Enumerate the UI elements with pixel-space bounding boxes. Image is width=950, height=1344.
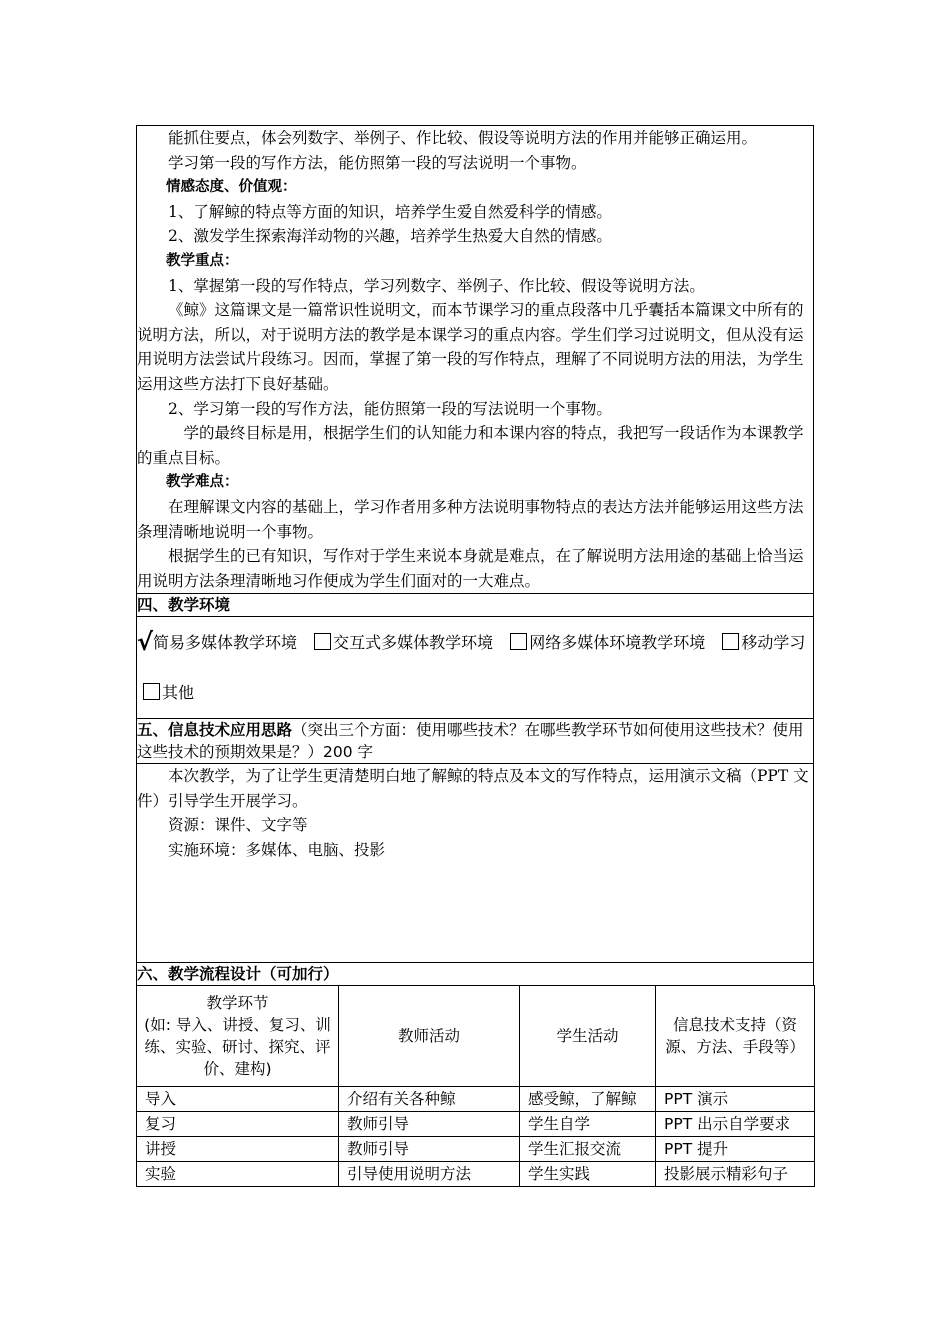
section5-header xyxy=(137,719,814,764)
environment-options xyxy=(137,617,814,719)
difficulty-paragraph: 在理解课文内容的基础上，学习作者用多种方法说明事物特点的表达方法并能够运用这些方法条理清晰地说明一个事物。 xyxy=(137,497,804,541)
tech-application-cell xyxy=(137,764,814,963)
env-option-mobile: 移动学习 xyxy=(741,633,806,653)
flow-header-student: 学生活动 xyxy=(520,985,656,1086)
flow-cell: 学生自学 xyxy=(520,1111,656,1136)
key-point-line: 1、掌握第一段的写作特点，学习列数字、举例子、作比较、假设等说明方法。 xyxy=(168,276,705,295)
table-row xyxy=(137,1086,815,1111)
key-point-paragraph: 《鲸》这篇课文是一篇常识性说明文，而本节课学习的重点段落中几乎囊括本篇课文中所有的说明方法，所以，对于说明方法的教学是本课学习的重点内容。学生们学习过说明文，但从没有运用说明方法尝试片段练习。因而，掌握了第一段的写作特点，理解了不同说明方法的用法，为学生运用这些方法打下良好基础。 xyxy=(137,301,804,393)
key-point-extra: 学的最终目标是用，根据学生们的认知能力和本课内容的特点，我把写一段话作为本课教学的重点目标。 xyxy=(137,424,804,467)
env-option-simple: 简易多媒体教学环境 xyxy=(153,633,298,653)
flow-cell: PPT 提升 xyxy=(656,1136,815,1161)
flow-cell: 引导使用说明方法 xyxy=(339,1161,520,1186)
checkmark-icon[interactable]: √ xyxy=(137,628,154,657)
flow-header-teacher: 教师活动 xyxy=(339,985,520,1086)
flow-cell: 投影展示精彩句子 xyxy=(656,1161,815,1186)
difficulty-heading: 教学难点： xyxy=(166,474,239,491)
section5-subtitle: （突出三个方面：使用哪些技术？在哪些教学环节如何使用这些技术？使用这些技术的预期效果是？）200 字 xyxy=(137,721,804,762)
table-row xyxy=(137,1161,815,1186)
flow-cell: PPT 出示自学要求 xyxy=(656,1111,815,1136)
objective-line: 学习第一段的写作方法，能仿照第一段的写法说明一个事物。 xyxy=(168,153,587,172)
checkbox-icon[interactable] xyxy=(722,633,739,650)
flow-cell: 教师引导 xyxy=(339,1111,520,1136)
emotion-heading: 情感态度、价值观： xyxy=(166,179,297,196)
flow-cell: 感受鲸，了解鲸 xyxy=(520,1086,656,1111)
lesson-plan-table xyxy=(136,125,814,986)
tech-line: 资源：课件、文字等 xyxy=(168,816,308,835)
checkbox-icon[interactable] xyxy=(510,633,527,650)
section5-title: 五、信息技术应用思路 xyxy=(137,721,293,740)
flow-cell: 教师引导 xyxy=(339,1136,520,1161)
section4-title: 四、教学环境 xyxy=(137,594,814,617)
env-option-network: 网络多媒体环境教学环境 xyxy=(529,633,706,653)
flow-table xyxy=(136,985,815,1187)
flow-cell: 复习 xyxy=(137,1111,339,1136)
flow-cell: 介绍有关各种鲸 xyxy=(339,1086,520,1111)
flow-cell: 学生汇报交流 xyxy=(520,1136,656,1161)
flow-cell: 导入 xyxy=(137,1086,339,1111)
flow-cell: 讲授 xyxy=(137,1136,339,1161)
checkbox-icon[interactable] xyxy=(314,633,331,650)
tech-line: 实施环境：多媒体、电脑、投影 xyxy=(168,841,386,860)
env-option-interactive: 交互式多媒体教学环境 xyxy=(333,633,494,653)
flow-header-stage: 教学环节 (如: 导入、讲授、复习、训练、实验、研讨、探究、评价、建构) xyxy=(137,985,339,1086)
flow-cell: 学生实践 xyxy=(520,1161,656,1186)
key-point-line: 2、学习第一段的写作方法，能仿照第一段的写法说明一个事物。 xyxy=(168,399,612,418)
table-row xyxy=(137,1136,815,1161)
emotion-line: 1、了解鲸的特点等方面的知识，培养学生爱自然爱科学的情感。 xyxy=(168,202,612,221)
objectives-cell xyxy=(137,126,814,594)
lesson-plan-page xyxy=(136,125,814,1187)
flow-header-tech: 信息技术支持（资源、方法、手段等） xyxy=(656,985,815,1086)
checkbox-icon[interactable] xyxy=(143,683,160,700)
emotion-line: 2、激发学生探索海洋动物的兴趣，培养学生热爱大自然的情感。 xyxy=(168,227,612,246)
env-option-other: 其他 xyxy=(162,683,195,703)
objective-line: 能抓住要点，体会列数字、举例子、作比较、假设等说明方法的作用并能够正确运用。 xyxy=(168,129,758,147)
tech-line: 本次教学，为了让学生更清楚明白地了解鲸的特点及本文的写作特点，运用演示文稿（PPT 文件）引导学生开展学习。 xyxy=(137,767,809,810)
key-points-heading: 教学重点： xyxy=(166,252,239,269)
table-row xyxy=(137,1111,815,1136)
difficulty-paragraph: 根据学生的已有知识，写作对于学生来说本身就是难点，在了解说明方法用途的基础上恰当运用说明方法条理清晰地习作便成为学生们面对的一大难点。 xyxy=(137,547,804,590)
flow-header-row xyxy=(137,985,815,1086)
section6-title: 六、教学流程设计（可加行） xyxy=(137,963,814,986)
flow-cell: PPT 演示 xyxy=(656,1086,815,1111)
flow-cell: 实验 xyxy=(137,1161,339,1186)
